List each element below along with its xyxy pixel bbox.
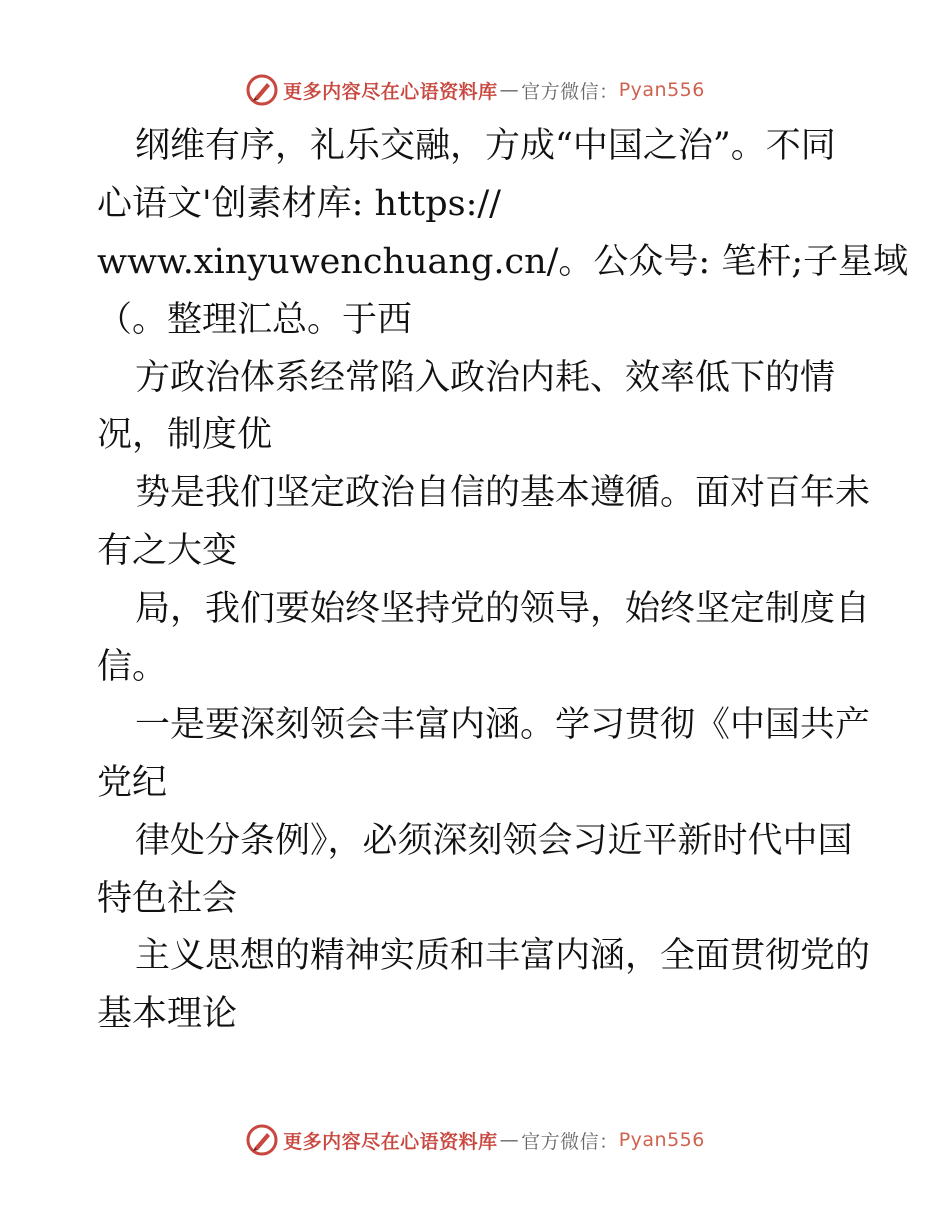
text-line: www.xinyuwenchuang.cn/。公众号: 笔杆;子星域 [97, 241, 909, 282]
pen-logo-icon [245, 1123, 279, 1157]
banner-separator: — [499, 1129, 520, 1151]
banner-main-text: 更多内容尽在心语资料库 [283, 80, 498, 103]
header-watermark-banner [0, 70, 950, 110]
text-line: 一是要深刻领会丰富内涵。学习贯彻《中国共产 [135, 704, 871, 745]
document-body [97, 118, 909, 1044]
text-line: 党纪 [97, 762, 168, 803]
text-line: 纲维有序，礼乐交融，方成“中国之治”。不同 [135, 126, 836, 166]
banner-separator: — [499, 79, 520, 101]
banner-main-text: 更多内容尽在心语资料库 [283, 1130, 498, 1153]
text-line: 特色社会 [97, 878, 238, 919]
text-line: 况，制度优 [97, 415, 273, 456]
text-line: 方政治体系经常陷入政治内耗、效率低下的情 [135, 357, 836, 398]
banner-wechat-id: Pyan556 [618, 1129, 705, 1151]
text-line: 律处分条例》，必须深刻领会习近平新时代中国 [135, 820, 853, 861]
text-line: 基本理论 [97, 994, 238, 1035]
text-line: （。整理汇总。于西 [97, 299, 413, 340]
text-line: 主义思想的精神实质和丰富内涵，全面贯彻党的 [135, 936, 871, 977]
banner-wechat-id: Pyan556 [618, 79, 705, 101]
text-line: 局，我们要始终坚持党的领导，始终坚定制度自 [135, 589, 871, 630]
text-line: 信。 [97, 647, 168, 688]
banner-wechat-label: 官方微信： [521, 80, 619, 103]
text-line: 势是我们坚定政治自信的基本遵循。面对百年未 [135, 473, 871, 514]
banner-wechat-label: 官方微信： [521, 1130, 619, 1153]
text-line: 心语文'创素材库: https:// [97, 183, 501, 224]
text-line: 有之大变 [97, 531, 238, 572]
pen-logo-icon [245, 73, 279, 107]
footer-watermark-banner [0, 1120, 950, 1160]
